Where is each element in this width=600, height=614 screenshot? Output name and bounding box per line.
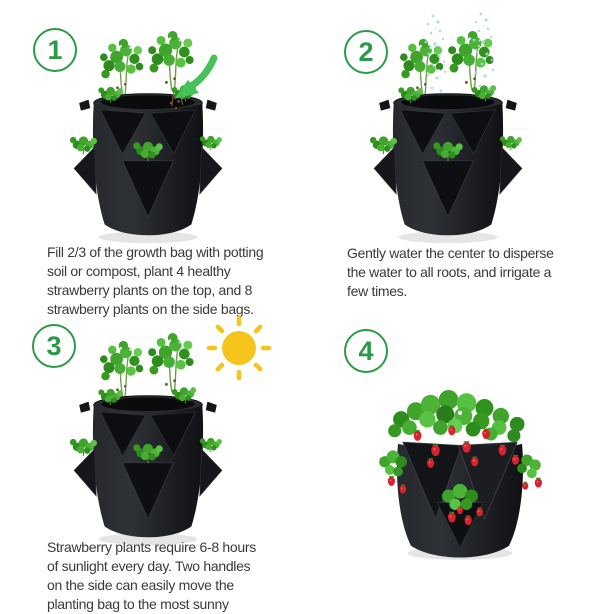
water-spray-icon (395, 12, 515, 104)
grow-bag-illustration-step-4 (370, 372, 550, 572)
caption-line: the water to all roots, and irrigate a (347, 264, 552, 280)
step-1-caption (47, 243, 303, 319)
step-3-caption (47, 538, 303, 614)
caption-line: planting bag to the most sunny (47, 596, 229, 612)
grow-bag-illustration-step-3 (63, 332, 233, 563)
caption-line: of sunlight every day. Two handles (47, 558, 251, 574)
caption-line: on the side can easily move the (47, 577, 234, 593)
caption-line: soil or compost, plant 4 healthy (47, 263, 231, 279)
caption-line: Gently water the center to disperse (347, 245, 554, 261)
step-4-number-badge (344, 329, 388, 373)
caption-line: strawberry plants on the side bags. (47, 301, 254, 317)
step-2-caption (347, 244, 597, 301)
caption-line: few times. (347, 283, 408, 299)
step-4-number: 4 (358, 335, 374, 366)
step-3-number: 3 (46, 330, 62, 361)
planting-arrow-icon (173, 55, 221, 105)
caption-line: strawberry plants on the top, and 8 (47, 282, 253, 298)
caption-line: Strawberry plants require 6-8 hours (47, 539, 256, 555)
step-2-number: 2 (358, 36, 374, 67)
step-1-number: 1 (47, 34, 63, 65)
caption-line: Fill 2/3 of the growth bag with potting (47, 244, 264, 260)
